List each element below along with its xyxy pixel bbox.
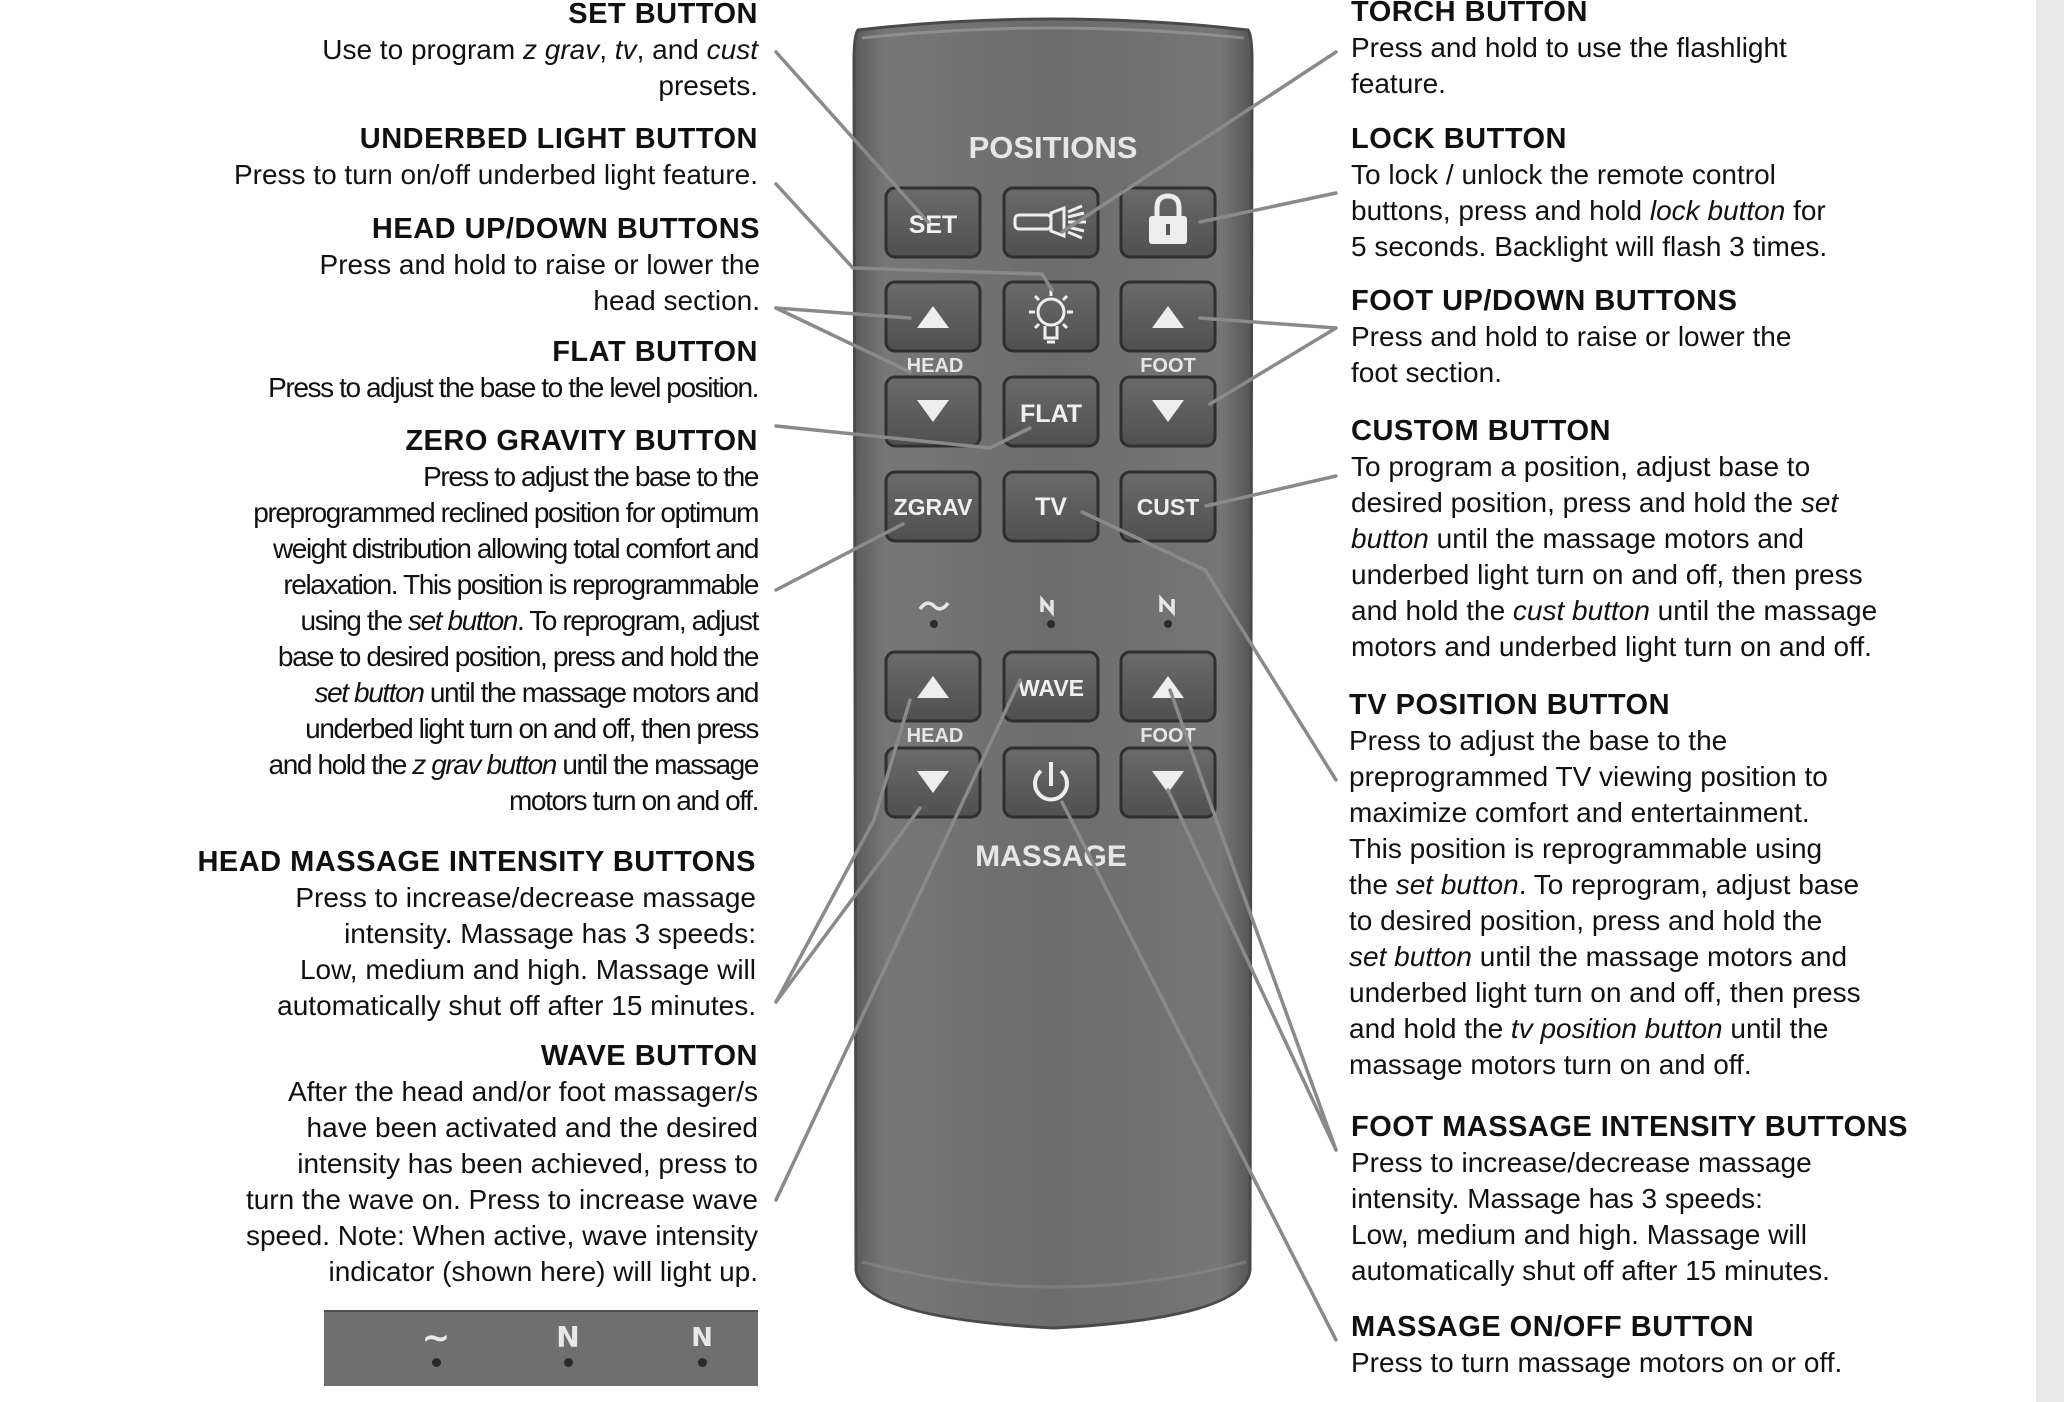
text-fragment: After the head and/or foot massager/s — [287, 1076, 758, 1107]
text-fragment: base to desired position, press and hold the — [277, 641, 758, 672]
text-fragment: speed. Note: When active, wave intensity — [245, 1220, 758, 1251]
text-fragment: Use to program — [322, 34, 523, 65]
text-fragment: Press and hold to raise or lower the — [319, 249, 760, 280]
head-massage-label: HEAD — [906, 725, 964, 747]
text-fragment: indicator (shown here) will light up. — [328, 1256, 758, 1287]
text-fragment: foot section. — [1351, 357, 1502, 388]
italic-text: set button — [1395, 869, 1519, 900]
leader-set — [776, 52, 928, 222]
text-fragment: to desired position, press and hold the — [1349, 905, 1823, 936]
positions-label: POSITIONS — [968, 130, 1138, 165]
text-fragment: . To reprogram, adjust — [516, 605, 758, 636]
text-fragment: presets. — [658, 70, 758, 101]
text-fragment: intensity has been achieved, press to — [297, 1148, 758, 1179]
leader-foot-up — [1200, 318, 1336, 328]
italic-text: z grav button — [412, 749, 556, 780]
text-fragment: To lock / unlock the remote control — [1351, 159, 1776, 190]
block-title: MASSAGE ON/OFF BUTTON — [1351, 1311, 1755, 1343]
block-title: CUSTOM BUTTON — [1351, 415, 1611, 447]
text-fragment: Press and hold to use the flashlight — [1351, 32, 1787, 63]
italic-text: tv — [614, 34, 637, 65]
text-fragment: until the — [1722, 1013, 1829, 1044]
italic-text: button — [1351, 523, 1429, 554]
text-fragment: underbed light turn on and off, then press — [1349, 977, 1861, 1008]
text-fragment: preprogrammed reclined position for optimum — [253, 497, 758, 528]
text-fragment: until the massage — [1649, 595, 1878, 626]
block-title: HEAD UP/DOWN BUTTONS — [371, 213, 760, 245]
foot-massage-label: FOOT — [1140, 725, 1196, 747]
italic-text: set button — [1349, 941, 1472, 972]
block-title: HEAD MASSAGE INTENSITY BUTTONS — [197, 846, 756, 878]
text-fragment: turn the wave on. Press to increase wave — [245, 1184, 758, 1215]
block-title: FOOT UP/DOWN BUTTONS — [1351, 285, 1738, 317]
italic-text: z grav — [522, 34, 600, 65]
text-fragment: preprogrammed TV viewing position to — [1349, 761, 1828, 792]
text-fragment: have been activated and the desired — [306, 1112, 758, 1143]
wave-indicator-inset — [324, 1310, 758, 1386]
text-fragment: and hold the — [1351, 595, 1513, 626]
text-fragment: Press to adjust the base to the level position. — [268, 372, 758, 403]
text-fragment: intensity. Massage has 3 speeds: — [1351, 1183, 1763, 1214]
zgrav-button-label: ZGRAV — [893, 494, 973, 520]
text-fragment: until the massage — [555, 749, 758, 780]
leader-underbed-light — [776, 184, 1052, 290]
tv-button-label: TV — [1035, 493, 1067, 521]
cust-button-label: CUST — [1136, 494, 1200, 520]
leader-lock — [1200, 193, 1336, 222]
text-fragment: automatically shut off after 15 minutes. — [277, 990, 756, 1021]
text-fragment: motors and underbed light turn on and off. — [1351, 631, 1872, 662]
text-fragment: until the massage motors and — [1471, 941, 1848, 972]
block-title: WAVE BUTTON — [540, 1040, 758, 1072]
italic-text: set button — [314, 677, 424, 708]
text-fragment: relaxation. This position is reprogrammable — [283, 569, 758, 600]
italic-text: set button — [407, 605, 517, 636]
text-fragment: underbed light turn on and off, then press — [1351, 559, 1863, 590]
text-fragment: underbed light turn on and off, then press — [305, 713, 758, 744]
leader-foot-massage-up — [1170, 690, 1336, 1150]
leader-cust — [1206, 476, 1336, 506]
text-fragment: To program a position, adjust base to — [1351, 451, 1811, 482]
text-fragment: This position is reprogrammable using — [1349, 833, 1823, 864]
text-fragment: Press to adjust the base to the — [423, 461, 758, 492]
leader-head-massage-down — [776, 808, 920, 1002]
italic-text: cust button — [1512, 595, 1650, 626]
leader-wave — [776, 680, 1020, 1200]
text-fragment: until the massage motors and — [423, 677, 758, 708]
italic-text: tv position button — [1510, 1013, 1723, 1044]
leader-foot-down — [1210, 328, 1336, 404]
wave-low-icon: ∼ — [406, 1320, 466, 1367]
text-fragment: , — [599, 34, 615, 65]
text-fragment: weight distribution allowing total comfort and — [272, 533, 758, 564]
leader-massage-power — [1062, 802, 1336, 1340]
italic-text: cust — [706, 34, 758, 65]
leader-torch — [1062, 52, 1336, 232]
head-label: HEAD — [906, 355, 964, 377]
text-fragment: Press to turn on/off underbed light feature. — [233, 159, 758, 190]
wave-high-icon: N — [672, 1320, 732, 1367]
text-fragment: automatically shut off after 15 minutes. — [1351, 1255, 1830, 1286]
text-fragment: feature. — [1351, 68, 1446, 99]
italic-text: lock button — [1649, 195, 1786, 226]
block-title: TV POSITION BUTTON — [1349, 689, 1671, 721]
block-title: UNDERBED LIGHT BUTTON — [359, 123, 758, 155]
italic-text: set — [1800, 487, 1839, 518]
text-fragment: using the — [300, 605, 408, 636]
text-fragment: Press to turn massage motors on or off. — [1351, 1347, 1843, 1378]
flat-button-label: FLAT — [1019, 400, 1083, 428]
text-fragment: Low, medium and high. Massage will — [299, 954, 756, 985]
leader-zgrav — [776, 524, 903, 590]
text-fragment: intensity. Massage has 3 speeds: — [344, 918, 756, 949]
text-fragment: buttons, press and hold — [1351, 195, 1650, 226]
leader-flat — [776, 426, 1030, 448]
text-fragment: head section. — [593, 285, 760, 316]
text-fragment: 5 seconds. Backlight will flash 3 times. — [1351, 231, 1828, 262]
massage-label: MASSAGE — [975, 840, 1127, 873]
block-title: LOCK BUTTON — [1351, 123, 1568, 155]
foot-label: FOOT — [1140, 355, 1196, 377]
set-button-label: SET — [908, 211, 958, 239]
leader-tv — [1082, 512, 1336, 780]
block-title: SET BUTTON — [568, 0, 758, 30]
text-fragment: massage motors turn on and off. — [1349, 1049, 1752, 1080]
wave-button-label: WAVE — [1017, 675, 1085, 701]
block-title: TORCH BUTTON — [1351, 0, 1588, 28]
text-fragment: the — [1349, 869, 1396, 900]
text-fragment: maximize comfort and entertainment. — [1349, 797, 1810, 828]
block-title: FOOT MASSAGE INTENSITY BUTTONS — [1351, 1111, 1908, 1143]
leader-foot-massage-down — [1168, 790, 1336, 1150]
text-fragment: Press and hold to raise or lower the — [1351, 321, 1792, 352]
text-fragment: , and — [636, 34, 707, 65]
text-fragment: Press to increase/decrease massage — [1351, 1147, 1812, 1178]
text-fragment: motors turn on and off. — [508, 785, 758, 816]
text-fragment: and hold the — [268, 749, 413, 780]
text-fragment: desired position, press and hold the — [1351, 487, 1801, 518]
text-fragment: Low, medium and high. Massage will — [1351, 1219, 1808, 1250]
block-title: FLAT BUTTON — [552, 336, 758, 368]
text-fragment: until the massage motors and — [1428, 523, 1804, 554]
text-fragment: Press to increase/decrease massage — [295, 882, 756, 913]
block-title: ZERO GRAVITY BUTTON — [405, 425, 758, 457]
wave-medium-icon: Ν — [538, 1320, 598, 1367]
text-fragment: Press to adjust the base to the — [1349, 725, 1728, 756]
text-fragment: . To reprogram, adjust base — [1518, 869, 1860, 900]
text-fragment: and hold the — [1349, 1013, 1511, 1044]
text-fragment: for — [1785, 195, 1826, 226]
